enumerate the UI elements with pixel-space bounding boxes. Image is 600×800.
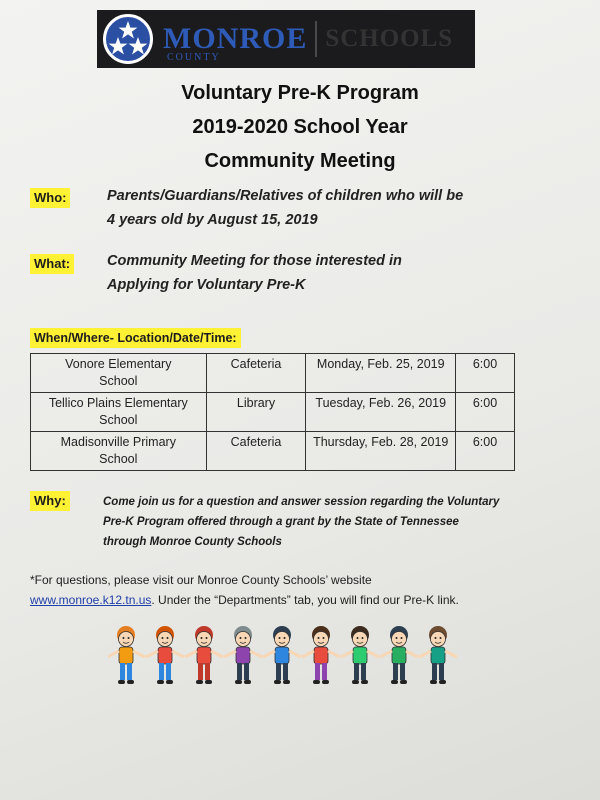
title-school-year: 2019-2020 School Year bbox=[192, 116, 408, 138]
who-line-2: 4 years old by August 15, 2019 bbox=[107, 212, 318, 228]
time-cell: 6:00 bbox=[456, 393, 515, 432]
brand-schools: SCHOOLS bbox=[325, 25, 454, 52]
when-where-label: When/Where- Location/Date/Time: bbox=[30, 328, 241, 348]
date-cell: Tuesday, Feb. 26, 2019 bbox=[306, 393, 456, 432]
title-meeting: Community Meeting bbox=[204, 150, 396, 172]
child-figure bbox=[108, 626, 145, 684]
footer-line-2 bbox=[30, 590, 590, 610]
what-text bbox=[107, 249, 402, 297]
school-cell: Tellico Plains Elementary School bbox=[31, 393, 207, 432]
table-row bbox=[31, 432, 515, 471]
what-label: What: bbox=[30, 254, 74, 274]
why-line-2: Pre-K Program offered through a grant by the State of Tennessee bbox=[103, 516, 459, 528]
brand-divider bbox=[315, 21, 317, 57]
child-figure bbox=[185, 626, 223, 684]
why-line-3: through Monroe County Schools bbox=[103, 536, 282, 548]
child-figure bbox=[341, 626, 379, 684]
brand-county: COUNTY bbox=[167, 52, 221, 63]
header-banner bbox=[97, 10, 475, 68]
location-cell: Cafeteria bbox=[206, 432, 306, 471]
time-cell: 6:00 bbox=[456, 354, 515, 393]
child-figure bbox=[380, 626, 418, 684]
time-cell: 6:00 bbox=[456, 432, 515, 471]
why-label: Why: bbox=[30, 491, 70, 511]
why-text bbox=[103, 492, 553, 552]
child-figure bbox=[302, 626, 340, 684]
school-cell: Vonore Elementary School bbox=[31, 354, 207, 393]
school-cell: Madisonville Primary School bbox=[31, 432, 207, 471]
child-figure bbox=[419, 626, 457, 684]
website-link[interactable]: www.monroe.k12.tn.us bbox=[30, 593, 152, 607]
brand-monroe: MONROE bbox=[163, 22, 308, 55]
schedule-table bbox=[30, 353, 515, 471]
who-text bbox=[107, 184, 463, 232]
date-cell: Thursday, Feb. 28, 2019 bbox=[306, 432, 456, 471]
who-line-1: Parents/Guardians/Relatives of children who will be bbox=[107, 188, 464, 204]
date-cell: Monday, Feb. 25, 2019 bbox=[306, 354, 456, 393]
why-line-1: Come join us for a question and answer session regarding the Voluntary bbox=[103, 496, 500, 508]
what-line-1: Community Meeting for those interested in bbox=[107, 253, 402, 269]
child-figure bbox=[146, 626, 184, 684]
location-cell: Library bbox=[206, 393, 306, 432]
title-program: Voluntary Pre-K Program bbox=[181, 82, 419, 104]
what-line-2: Applying for Voluntary Pre-K bbox=[107, 277, 306, 293]
who-label: Who: bbox=[30, 188, 70, 208]
tennessee-stars-logo-icon bbox=[103, 14, 153, 64]
child-figure bbox=[224, 626, 262, 684]
table-row bbox=[31, 393, 515, 432]
footer-line-2-rest: . Under the “Departments” tab, you will find our Pre-K link. bbox=[151, 593, 459, 607]
children-holding-hands-icon bbox=[108, 625, 458, 695]
footer-note bbox=[30, 570, 590, 610]
location-cell: Cafeteria bbox=[206, 354, 306, 393]
footer-line-1: *For questions, please visit our Monroe County Schools’ website bbox=[30, 573, 372, 587]
child-figure bbox=[263, 626, 301, 684]
table-row bbox=[31, 354, 515, 393]
